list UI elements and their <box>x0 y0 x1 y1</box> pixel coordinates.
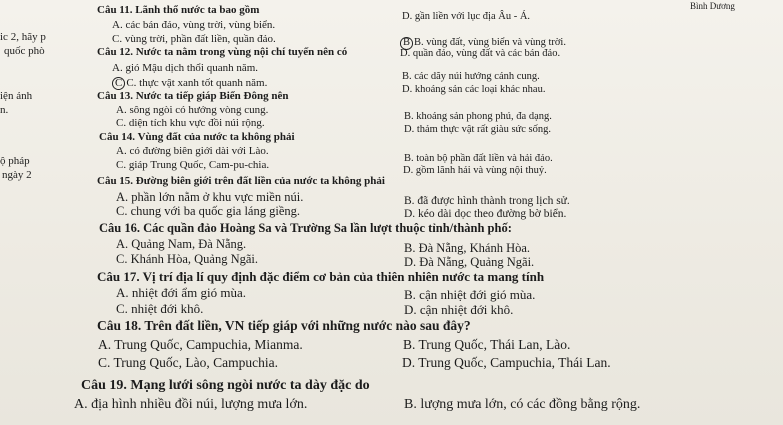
q12-stem: Câu 12. Nước ta nằm trong vùng nội chí tuyến nên có <box>97 46 348 58</box>
q13-option-c: C. diện tích khu vực đồi núi rộng. <box>116 117 265 129</box>
q15-option-b: B. đã được hình thành trong lịch sử. <box>404 195 570 207</box>
q19-option-b: B. lượng mưa lớn, có các đồng bằng rộng. <box>404 397 641 412</box>
q15-option-a: A. phần lớn nằm ở khu vực miền núi. <box>116 190 304 204</box>
margin-fragment: ngày 2 <box>2 169 32 181</box>
q11-option-a: A. các bán đảo, vùng trời, vùng biển. <box>112 19 276 31</box>
q17-stem: Câu 17. Vị trí địa lí quy định đặc điểm cơ bản của thiên nhiên nước ta mang tính <box>97 269 545 284</box>
q15-option-c: C. chung với ba quốc gia láng giềng. <box>116 204 301 218</box>
q16-option-d: D. Đà Nẵng, Quảng Ngãi. <box>404 255 535 269</box>
q12-option-d: D. khoáng sản các loại khác nhau. <box>402 84 546 95</box>
q18-option-a: A. Trung Quốc, Campuchia, Mianma. <box>98 337 303 352</box>
q14-option-c: C. giáp Trung Quốc, Cam-pu-chia. <box>116 159 270 171</box>
q19-stem: Câu 19. Mạng lưới sông ngòi nước ta dày đặc do <box>81 378 370 393</box>
q14-option-d: D. gồm lãnh hải và vùng nội thuỷ. <box>403 165 547 176</box>
q11-option-c: C. vùng trời, phần đất liền, quần đảo. <box>112 33 276 45</box>
q13-option-b: B. khoáng sản phong phú, đa dạng. <box>404 111 552 122</box>
circled-answer: B <box>400 37 413 50</box>
q10-option-d: D. gần liền với lục địa Âu - Á. <box>402 11 531 22</box>
q12-option-b: B. các dãy núi hướng cánh cung. <box>402 71 540 82</box>
q14-stem: Câu 14. Vùng đất của nước ta không phải <box>99 131 295 143</box>
q15-stem: Câu 15. Đường biên giới trên đất liền của nước ta không phải <box>97 175 385 187</box>
q16-option-c: C. Khánh Hòa, Quảng Ngãi. <box>116 252 258 266</box>
margin-fragment: ộ pháp <box>0 155 30 167</box>
q15-option-d: D. kéo dài dọc theo đường bờ biển. <box>404 208 567 220</box>
q12-option-c <box>112 77 267 90</box>
q19-option-a: A. địa hình nhiều đồi núi, lượng mưa lớn. <box>74 397 308 412</box>
q12-option-a: A. gió Mậu dịch thổi quanh năm. <box>112 62 259 74</box>
q16-option-a: A. Quảng Nam, Đà Nẵng. <box>116 237 247 251</box>
q16-stem: Câu 16. Các quần đảo Hoàng Sa và Trường Sa lần lượt thuộc tỉnh/thành phố: <box>99 221 512 235</box>
q17-option-b: B. cận nhiệt đới gió mùa. <box>404 287 536 302</box>
q18-option-d: D. Trung Quốc, Campuchia, Thái Lan. <box>402 355 611 370</box>
q11-stem: Câu 11. Lãnh thổ nước ta bao gồm <box>97 4 260 16</box>
margin-fragment: n. <box>0 104 9 116</box>
q17-option-d: D. cận nhiệt đới khô. <box>404 302 514 317</box>
q11-option-b-text: B. vùng đất, vùng biển và vùng trời. <box>414 37 566 48</box>
q18-option-b: B. Trung Quốc, Thái Lan, Lào. <box>403 337 571 352</box>
circled-answer: C <box>112 77 125 90</box>
q14-option-b: B. toàn bộ phần đất liền và hải đảo. <box>404 153 553 164</box>
q11-option-d: D. quần đảo, vùng đất và các bán đảo. <box>400 48 561 59</box>
margin-fragment: quốc phò <box>4 45 45 57</box>
q14-option-a: A. có đường biên giới dài với Lào. <box>116 145 269 157</box>
q17-option-c: C. nhiệt đới khô. <box>116 301 204 316</box>
q13-option-d: D. thảm thực vật rất giàu sức sống. <box>404 124 551 135</box>
q16-option-b: B. Đà Nẵng, Khánh Hòa. <box>404 241 531 255</box>
margin-fragment: iện ảnh <box>0 90 33 102</box>
q17-option-a: A. nhiệt đới ẩm gió mùa. <box>116 285 246 300</box>
q12-option-c-text: C. thực vật xanh tốt quanh năm. <box>126 77 268 89</box>
q18-stem: Câu 18. Trên đất liền, VN tiếp giáp với những nước nào sau đây? <box>97 318 471 333</box>
q18-option-c: C. Trung Quốc, Lào, Campuchia. <box>98 355 278 370</box>
q13-stem: Câu 13. Nước ta tiếp giáp Biển Đông nên <box>97 90 289 102</box>
school-header: Bình Dương <box>690 1 735 11</box>
margin-fragment: ic 2, hãy p <box>0 31 46 43</box>
q13-option-a: A. sông ngòi có hướng vòng cung. <box>116 104 269 116</box>
